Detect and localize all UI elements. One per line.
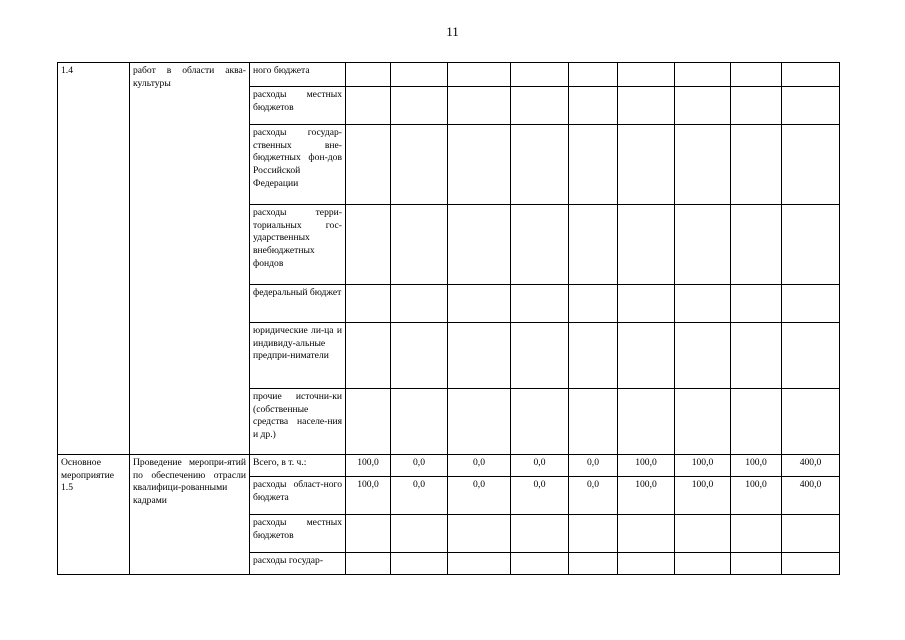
value-cell — [569, 125, 618, 205]
value-cell — [448, 323, 511, 389]
value-cell — [511, 205, 569, 285]
value-cell — [569, 389, 618, 455]
value-cell: 100,0 — [675, 455, 731, 477]
value-cell: 100,0 — [731, 477, 782, 515]
value-cell — [511, 323, 569, 389]
program-funding-table — [57, 62, 840, 575]
value-cell — [448, 389, 511, 455]
value-cell — [391, 389, 448, 455]
value-cell — [346, 285, 391, 323]
value-cell — [675, 63, 731, 87]
page-number: 11 — [446, 24, 459, 39]
table-row — [58, 63, 840, 87]
funding-source-cell: расходы государ- — [250, 553, 346, 575]
value-cell — [675, 87, 731, 125]
value-cell: 0,0 — [569, 477, 618, 515]
value-cell — [618, 389, 675, 455]
value-cell — [618, 87, 675, 125]
value-cell — [618, 205, 675, 285]
funding-source-cell: прочие источни-ки (собственные средства населе-ния и др.) — [250, 389, 346, 455]
value-cell — [448, 87, 511, 125]
funding-source-cell: расходы местных бюджетов — [250, 87, 346, 125]
value-cell — [731, 323, 782, 389]
value-cell — [391, 553, 448, 575]
value-cell: 0,0 — [569, 455, 618, 477]
value-cell: 100,0 — [618, 477, 675, 515]
value-cell — [391, 285, 448, 323]
funding-source-cell: федеральный бюджет — [250, 285, 346, 323]
value-cell — [569, 515, 618, 553]
value-cell — [675, 553, 731, 575]
value-cell — [675, 285, 731, 323]
value-cell: 100,0 — [346, 455, 391, 477]
value-cell — [782, 87, 840, 125]
value-cell — [782, 205, 840, 285]
value-cell: 100,0 — [731, 455, 782, 477]
funding-source-cell: расходы государ-ственных вне-бюджетных фон-дов Российской Федерации — [250, 125, 346, 205]
value-cell: 0,0 — [511, 455, 569, 477]
value-cell: 0,0 — [511, 477, 569, 515]
value-cell: 100,0 — [618, 455, 675, 477]
value-cell — [731, 125, 782, 205]
value-cell — [346, 389, 391, 455]
funding-source-cell: расходы местных бюджетов — [250, 515, 346, 553]
value-cell — [448, 125, 511, 205]
value-cell — [448, 285, 511, 323]
value-cell — [782, 125, 840, 205]
funding-source-cell: расходы област-ного бюджета — [250, 477, 346, 515]
value-cell — [618, 63, 675, 87]
value-cell — [618, 285, 675, 323]
value-cell — [448, 515, 511, 553]
value-cell — [731, 515, 782, 553]
value-cell — [448, 63, 511, 87]
value-cell — [731, 389, 782, 455]
value-cell — [569, 63, 618, 87]
value-cell — [569, 553, 618, 575]
value-cell: 100,0 — [675, 477, 731, 515]
value-cell — [511, 389, 569, 455]
value-cell: 0,0 — [391, 477, 448, 515]
value-cell — [511, 285, 569, 323]
value-cell — [782, 553, 840, 575]
value-cell — [782, 515, 840, 553]
value-cell — [391, 125, 448, 205]
value-cell — [731, 553, 782, 575]
value-cell — [511, 515, 569, 553]
value-cell — [569, 285, 618, 323]
value-cell — [618, 515, 675, 553]
value-cell: 400,0 — [782, 477, 840, 515]
value-cell — [782, 63, 840, 87]
value-cell — [618, 323, 675, 389]
value-cell: 0,0 — [391, 455, 448, 477]
value-cell — [511, 87, 569, 125]
value-cell — [569, 205, 618, 285]
value-cell — [448, 205, 511, 285]
value-cell — [731, 205, 782, 285]
table-row — [58, 455, 840, 477]
value-cell — [391, 63, 448, 87]
value-cell — [569, 87, 618, 125]
value-cell: 400,0 — [782, 455, 840, 477]
value-cell — [782, 323, 840, 389]
measure-name-cell: Проведение меропри-ятий по обеспечению отрасли квалифици-рованными кадрами — [130, 455, 250, 575]
value-cell — [391, 87, 448, 125]
value-cell — [511, 553, 569, 575]
value-cell — [391, 205, 448, 285]
value-cell — [391, 515, 448, 553]
value-cell — [675, 515, 731, 553]
funding-source-cell: ного бюджета — [250, 63, 346, 87]
funding-source-cell: Всего, в т. ч.: — [250, 455, 346, 477]
value-cell — [675, 323, 731, 389]
measure-code-cell: 1.4 — [58, 63, 130, 455]
value-cell — [346, 63, 391, 87]
value-cell — [569, 323, 618, 389]
value-cell — [346, 553, 391, 575]
value-cell — [782, 285, 840, 323]
value-cell — [675, 125, 731, 205]
funding-source-cell: расходы терри-ториальных гос-ударственных внебюджетных фондов — [250, 205, 346, 285]
value-cell — [675, 205, 731, 285]
value-cell — [618, 125, 675, 205]
value-cell — [346, 125, 391, 205]
funding-source-cell: юридические ли-ца и индивиду-альные предпри-ниматели — [250, 323, 346, 389]
value-cell: 100,0 — [346, 477, 391, 515]
value-cell — [782, 389, 840, 455]
value-cell — [346, 515, 391, 553]
value-cell — [675, 389, 731, 455]
value-cell — [346, 323, 391, 389]
value-cell — [618, 553, 675, 575]
value-cell: 0,0 — [448, 477, 511, 515]
value-cell — [731, 63, 782, 87]
value-cell: 0,0 — [448, 455, 511, 477]
value-cell — [731, 87, 782, 125]
value-cell — [346, 205, 391, 285]
value-cell — [391, 323, 448, 389]
value-cell — [346, 87, 391, 125]
value-cell — [448, 553, 511, 575]
value-cell — [731, 285, 782, 323]
measure-code-cell: Основное мероприятие 1.5 — [58, 455, 130, 575]
measure-name-cell: работ в области аква-культуры — [130, 63, 250, 455]
value-cell — [511, 125, 569, 205]
value-cell — [511, 63, 569, 87]
